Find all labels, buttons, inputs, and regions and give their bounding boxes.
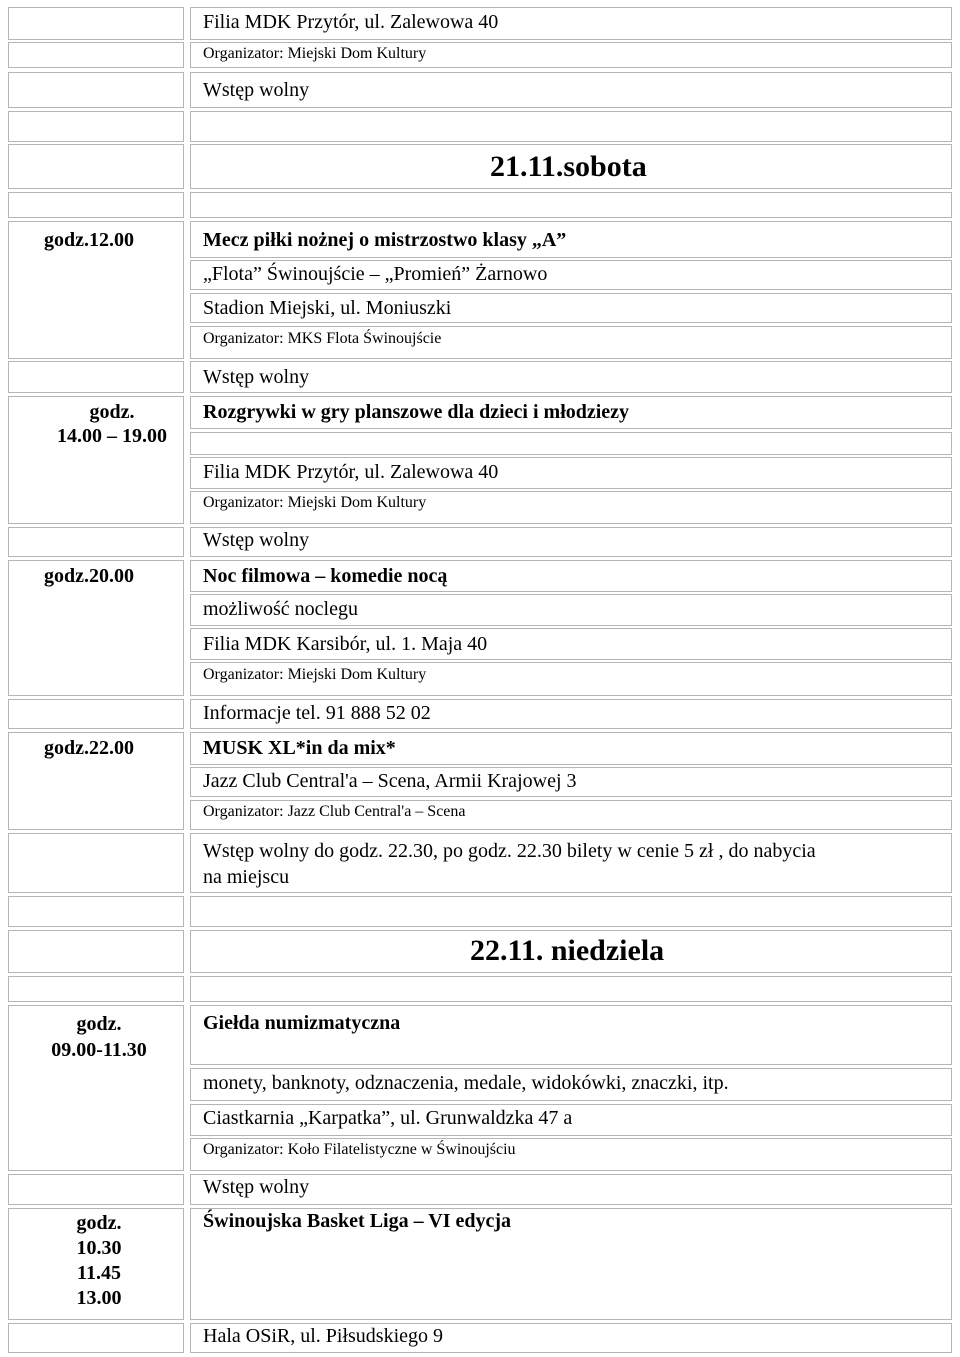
event-title: MUSK XL*in da mix* [203,737,396,759]
event-time-1: 10.30 [76,1237,122,1259]
event-info: Informacje tel. 91 888 52 02 [203,702,431,724]
event-location: Stadion Miejski, ul. Moniuszki [203,297,452,319]
event-title: Świnoujska Basket Liga – VI edycja [203,1210,512,1232]
grid-cell [190,192,952,218]
event-organizer: Organizator: MKS Flota Świnoujście [203,330,442,347]
day-heading: 22.11. niedziela [470,934,665,967]
event-time-2: 11.45 [77,1262,121,1284]
event-time-range: 14.00 – 19.00 [57,425,167,447]
event-title: Noc filmowa – komedie nocą [203,565,448,587]
event-note: możliwość noclegu [203,598,358,620]
grid-cell [8,896,184,927]
event-time: godz.20.00 [44,565,134,587]
event-time: godz.12.00 [44,229,134,251]
organizer-text: Organizator: Miejski Dom Kultury [203,45,427,62]
event-organizer: Organizator: Koło Filatelistyczne w Świnoujściu [203,1141,516,1158]
grid-cell [8,72,184,108]
grid-cell [8,1174,184,1205]
event-location: Jazz Club Central'a – Scena, Armii Krajowej 3 [203,770,577,792]
event-time-range: 09.00-11.30 [51,1039,147,1061]
event-location: Hala OSiR, ul. Piłsudskiego 9 [203,1325,444,1347]
event-time: godz.22.00 [44,737,134,759]
event-location: Filia MDK Karsibór, ul. 1. Maja 40 [203,633,488,655]
grid-cell [8,111,184,142]
event-entry: Wstęp wolny do godz. 22.30, po godz. 22.30 bilety w cenie 5 zł , do nabycia [203,840,816,862]
grid-cell [8,699,184,729]
grid-cell [8,361,184,393]
event-entry: Wstęp wolny [203,1176,310,1198]
event-entry: Wstęp wolny [203,366,310,388]
grid-cell [8,42,184,68]
event-location: Filia MDK Przytór, ul. Zalewowa 40 [203,461,499,483]
event-time-label: godz. [89,401,135,423]
day-heading: 21.11.sobota [490,150,647,183]
event-location: Ciastkarnia „Karpatka”, ul. Grunwaldzka 47 a [203,1107,573,1129]
location-text: Filia MDK Przytór, ul. Zalewowa 40 [203,11,499,33]
event-time-label: godz. [76,1013,122,1035]
grid-cell [190,432,952,455]
event-subtitle: „Flota” Świnoujście – „Promień” Żarnowo [203,263,548,285]
grid-cell [8,930,184,973]
event-organizer: Organizator: Jazz Club Central'a – Scena [203,803,466,820]
grid-cell [8,527,184,557]
event-entry: Wstęp wolny [203,529,310,551]
event-organizer: Organizator: Miejski Dom Kultury [203,666,427,683]
event-entry-continued: na miejscu [203,866,290,888]
event-title: Rozgrywki w gry planszowe dla dzieci i młodziezy [203,401,630,423]
grid-cell [8,7,184,40]
event-description: monety, banknoty, odznaczenia, medale, widokówki, znaczki, itp. [203,1072,729,1094]
grid-cell [8,144,184,189]
grid-cell [190,976,952,1002]
grid-cell [190,896,952,927]
event-time-label: godz. [76,1212,122,1234]
event-organizer: Organizator: Miejski Dom Kultury [203,494,427,511]
event-time-3: 13.00 [76,1287,122,1309]
grid-cell [8,833,184,893]
grid-cell [190,111,952,142]
entry-text: Wstęp wolny [203,79,310,101]
event-title: Mecz piłki nożnej o mistrzostwo klasy „A” [203,229,567,251]
grid-cell [8,1323,184,1353]
grid-cell [8,192,184,218]
event-title: Giełda numizmatyczna [203,1012,401,1034]
grid-cell [8,976,184,1002]
